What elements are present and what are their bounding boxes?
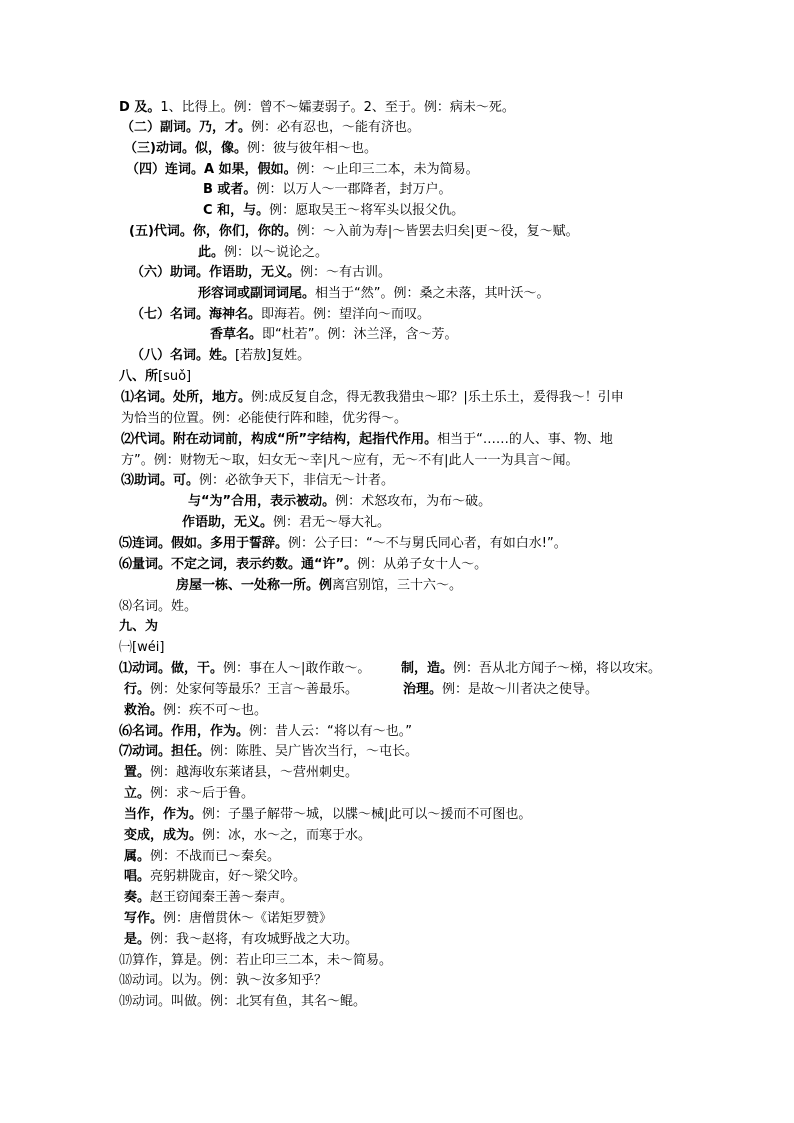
text-line: ㈠[wéi] [119,640,165,655]
text-line: 八、所[suǒ] [119,369,192,384]
text-line: 香草名。即“杜若”。例：沐兰泽，含～芳。 [210,327,458,342]
text-line: 九、为 [119,619,159,634]
text-line: 当作，作为。例：子墨子解带～城，以牒～械|此可以～援而不可图也。 [124,807,532,822]
text-line: 置。例：越海收东莱诸县，～营州刺史。 [124,765,359,780]
text-line: 是。例：我～赵将，有攻城野战之大功。 [124,932,359,947]
text-line: ⑻名词。姓。 [119,599,198,614]
text-line: 变成，成为。例：冰，水～之，而寒于水。 [124,828,372,843]
text-line: ⑶助词。可。例：必欲争天下，非信无～计者。 [121,473,395,488]
text-line: 形容词或副词词尾。相当于“然”。例：桑之未落，其叶沃～。 [198,286,550,301]
text-line: 写作。例：唐僧贯休～《诺矩罗赞》 [124,911,333,926]
text-line: ⒅动词。以为。例：孰～汝多知乎？ [119,973,328,988]
text-line: ⑸连词。假如。多用于誓辞。例：公子曰：“～不与舅氏同心者，有如白水!”。 [119,536,567,551]
text-line: B 或者。例：以万人～一郡降者，封万户。 [203,182,452,197]
text-line: ⑹名词。作用，作为。例：昔人云：“将以有～也。” [119,724,412,739]
text-line: (五)代词。你，你们，你的。例：～入前为寿|～皆罢去归矣|更～役，复～赋。 [129,224,579,239]
text-line: ⑹量词。不定之词，表示约数。通“许”。例：从弟子女十人～。 [119,557,488,572]
text-line: （三)动词。似，像。例：彼与彼年相～也。 [124,141,377,156]
text-line: 房屋一栋、一处称一所。例离宫别馆，三十六～。 [176,578,463,593]
text-line: 制，造。例：吾从北方闻子～梯，将以攻宋。 [401,661,662,676]
text-line: （七）名词。海神名。即海若。例：望洋向～而叹。 [131,307,431,322]
text-line: ⒄算作，算是。例：若止印三二本，未～简易。 [119,953,393,968]
text-line: 为恰当的位置。例：必能使行阵和睦，优劣得～。 [121,411,408,426]
text-line: ⒆动词。叫做。例：北冥有鱼，其名～鲲。 [119,994,367,1009]
text-line: （八）名词。姓。[若敖]复姓。 [131,348,311,363]
text-line: 治理。例：是故～川者决之使导。 [403,682,599,697]
text-line: （四）连词。A 如果，假如。例：～止印三二本，未为简易。 [126,162,479,177]
text-line: （二）副词。乃，才。例：必有忍也，～能有济也。 [121,120,421,135]
text-line: （六）助词。作语助，无义。例：～有古训。 [131,265,392,280]
text-line: C 和，与。例：愿取吴王～将军头以报父仇。 [203,203,465,218]
text-line: 立。例：求～后于鲁。 [124,786,255,801]
text-line: ⑴动词。做，干。例：事在人～|敢作敢～。 [119,661,371,676]
text-line: ⑺动词。担任。例：陈胜、吴广皆次当行，～屯长。 [119,744,419,759]
text-line: ⑴名词。处所，地方。例:成反复自念，得无教我猎虫～耶？|乐土乐土，爰得我～！引申 [121,390,624,405]
text-line: 属。例：不战而已～秦矣。 [124,849,281,864]
text-line: 唱。亮躬耕陇亩，好～梁父吟。 [124,869,307,884]
text-line: 行。例：处家何等最乐？王言～善最乐。 [124,682,359,697]
text-line: 救治。例：疾不可～也。 [124,703,268,718]
text-line: 作语助，无义。例：君无～辱大礼。 [182,515,391,530]
text-line: 此。例：以～说论之。 [198,245,329,260]
text-line: ⑵代词。附在动词前，构成“所”字结构，起指代作用。相当于“……的人、事、物、地 [121,432,613,447]
text-line: 方”。例：财物无～取，妇女无～幸|凡～应有，无～不有|此人一一为具言～闻。 [121,453,579,468]
text-line: 奏。赵王窃闻秦王善～秦声。 [124,890,294,905]
text-line: 与“为”合用，表示被动。例：术怒攻布，为布～破。 [188,494,492,509]
text-line: D 及。1、比得上。例：曾不～孀妻弱子。2、至于。例：病未～死。 [119,100,515,115]
